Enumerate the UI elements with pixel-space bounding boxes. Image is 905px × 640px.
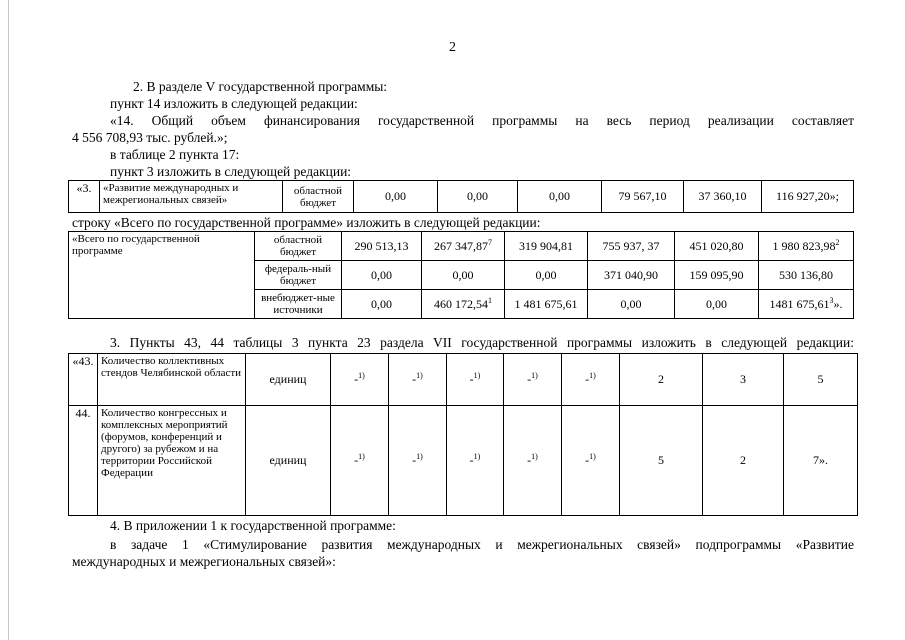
dash-cell: - [354,372,359,386]
value-cell: 1 980 823,98 [772,238,836,253]
value-cell: 37 360,10 [684,181,762,213]
footnote-mark: 1) [589,371,596,380]
dash-cell: - [527,372,532,386]
footnote-mark: 1) [589,452,596,461]
dash-cell: - [469,453,474,467]
value-cell: 1481 675,61 [769,296,830,311]
unit-cell: единиц [246,354,331,406]
section-2-line-a: пункт 14 изложить в следующей редакции: [110,96,358,111]
section-2-line-f: строку «Всего по государственной программе» изложить в следующей редакции: [72,215,541,230]
value-cell: 5 [620,406,703,516]
section-3-heading: 3. Пункты 43, 44 таблицы 3 пункта 23 раздела VII государственной программы изложить в следующей редакции: [110,335,854,350]
closing-quote: ». [833,296,843,311]
value-cell: 0,00 [371,296,392,311]
value-cell: 1 481 675,61 [514,296,578,311]
value-cell: 371 040,90 [604,267,658,282]
page-number: 2 [449,40,456,55]
dash-cell: - [469,372,474,386]
footnote-mark: 1) [416,452,423,461]
table-row [69,354,858,406]
footnote-mark: 2 [835,237,840,247]
value-cell: 5 [784,354,858,406]
section-2-line-e: пункт 3 изложить в следующей редакции: [110,164,352,179]
footnote-mark: 1) [473,371,481,380]
value-cell: 0,00 [518,181,602,213]
value-cell: 0,00 [620,296,642,311]
row-number: 44. [69,406,98,516]
table-row [69,232,854,261]
value-cell: 2 [703,406,784,516]
section-2-heading: 2. В разделе V государственной программы: [133,79,388,94]
value-cell: 159 095,90 [689,267,744,282]
footnote-mark: 1) [531,371,538,380]
section-4-heading: 4. В приложении 1 к государственной программе: [110,518,396,533]
dash-cell: - [527,453,532,467]
section-2-line-b: «14. Общий объем финансирования государственной программы на весь период реализации составляет [110,113,854,128]
value-cell: 0,00 [371,267,392,282]
dash-cell: - [412,372,417,386]
section-2-line-d: в таблице 2 пункта 17: [110,147,240,162]
table-item-3 [68,180,854,213]
footnote-mark: 1) [358,452,365,461]
dash-cell: - [585,372,590,386]
value-cell: 451 020,80 [689,238,744,253]
funding-source: областной бюджет [255,232,342,261]
total-label: «Всего по государственной программе [69,232,255,319]
footnote-mark: 1 [488,295,492,305]
footnote-mark: 1) [358,371,365,380]
value-cell: 267 347,87 [434,238,488,253]
value-cell: 0,00 [438,181,518,213]
value-cell: 0,00 [706,296,727,311]
row-number: «3. [69,181,100,213]
table-indicators [68,353,858,516]
dash-cell: - [412,453,417,467]
footnote-mark: 1) [531,452,538,461]
footnote-mark: 7 [488,237,492,247]
funding-source: внебюджет-ные источники [255,290,342,319]
value-cell: 755 937, 37 [602,238,660,253]
value-cell: 7». [784,406,858,516]
value-cell: 290 513,13 [354,238,409,253]
unit-cell: единиц [246,406,331,516]
value-cell: 530 136,80 [779,267,833,282]
value-cell: 116 927,20»; [762,181,854,213]
footnote-mark: 1) [416,371,423,380]
section-4-line-a: в задаче 1 «Стимулирование развития международных и межрегиональных связей» подпрограммы «Развитие [110,537,854,552]
row-name: Количество конгрессных и комплексных мероприятий (форумов, конференций и другого) за рубежом и на территории Российской Федерации [98,406,246,516]
row-name: Количество коллективных стендов Челябинской области [98,354,246,406]
section-2-line-c: 4 556 708,93 тыс. рублей.»; [72,130,228,145]
funding-source: федераль-ный бюджет [255,261,342,290]
value-cell: 0,00 [535,267,557,282]
value-cell: 3 [703,354,784,406]
section-4-line-b: международных и межрегиональных связей»: [72,554,336,569]
value-cell: 460 172,54 [434,296,488,311]
row-number: «43. [69,354,98,406]
footnote-mark: 1) [473,452,481,461]
value-cell: 0,00 [354,181,438,213]
table-total [68,231,854,319]
row-name: «Развитие международных и межрегиональных связей» [100,181,283,213]
footnote-mark: 3 [829,295,834,305]
value-cell: 2 [620,354,703,406]
table-row [69,181,854,213]
page-edge [8,0,9,640]
table-row [69,406,858,516]
dash-cell: - [585,453,590,467]
value-cell: 0,00 [452,267,474,282]
value-cell: 319 904,81 [519,238,573,253]
dash-cell: - [354,453,359,467]
value-cell: 79 567,10 [602,181,684,213]
funding-source: областной бюджет [283,181,354,213]
